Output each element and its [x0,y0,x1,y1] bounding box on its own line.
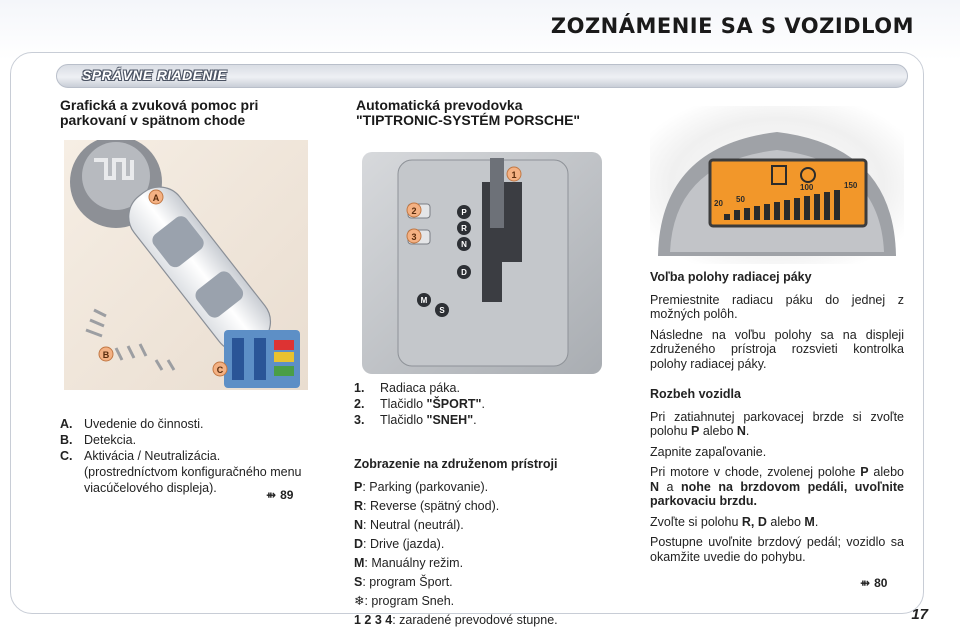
display-item: 1 2 3 4: zaradené prevodové stupne. [354,613,558,627]
arrow-icon: ⇻ [860,576,871,590]
item-text: Tlačidlo [380,413,427,427]
start-paragraph-2: Zapnite zapaľovanie. [650,444,767,459]
gate-letter-d: D [461,268,467,277]
legend-key: A. [60,417,73,431]
gate-letter-r: R [461,224,467,233]
label-1: 1 [511,170,517,180]
item-tail: . [473,413,477,427]
display-item: D: Drive (jazda). [354,537,445,551]
gearbox-parts-list [354,380,604,428]
display-item: ❄: program Sneh. [354,594,455,608]
item-bold: "SNEH" [426,413,474,427]
page-number: 17 [911,606,928,623]
selection-paragraph-2: Následne na voľbu polohy sa na displeji združeného prístroja rozsvieti kontrolka polohy radiacej páky. [650,327,904,371]
gear-selection-text [650,270,904,570]
label-2: 2 [411,206,417,216]
start-heading: Rozbeh vozidla [650,387,741,401]
item-text: Radiaca páka. [380,381,460,395]
section-title: SPRÁVNE RIADENIE [82,67,227,83]
label-c-marker [213,362,227,376]
legend-text: Detekcia. [84,433,137,447]
gate-letter-m: M [420,296,428,305]
dash-scale-100: 100 [800,183,814,192]
page-reference-89[interactable] [266,488,293,502]
item-tail: . [481,397,485,411]
instrument-display-illustration [650,106,904,264]
display-item: S: program Šport. [354,575,453,589]
legend-key: B. [60,433,73,447]
label-b: B [102,350,110,360]
item-key: 3. [354,413,365,427]
label-3: 3 [411,232,417,242]
start-paragraph-5: Postupne uvoľnite brzdový pedál; vozidlo sa okamžite uvedie do pohybu. [650,535,904,564]
gate-letter-p: P [461,208,467,217]
selection-heading: Voľba polohy radiacej páky [650,270,812,284]
legend-text: Aktivácia / Neutralizácia. [84,449,221,463]
label-b-marker [99,347,113,361]
item-key: 1. [354,381,365,395]
legend-item [60,432,310,448]
parking-aid-heading [60,98,320,128]
legend-item [60,416,310,432]
dash-scale-150: 150 [844,181,858,190]
parking-aid-heading-text: Grafická a zvuková pomoc pri parkovaní v spätnom chode [60,97,259,128]
page-reference-80[interactable] [860,576,887,590]
label-a-marker [149,190,163,204]
label-2-marker [407,203,421,217]
legend-item [60,448,310,464]
list-item [354,380,604,396]
selection-paragraph-1: Premiestnite radiacu páku do jednej z možných polôh. [650,292,904,321]
label-c: C [216,365,224,375]
display-item: P: Parking (parkovanie). [354,480,489,494]
label-a: A [152,193,160,203]
display-indications [354,444,614,631]
display-heading: Zobrazenie na združenom prístroji [354,457,558,471]
gear-selector-illustration [362,152,602,374]
display-item: N: Neutral (neutrál). [354,518,464,532]
display-item: R: Reverse (spätný chod). [354,499,500,513]
gearbox-heading-text: Automatická prevodovka "TIPTRONIC-SYSTÉM PORSCHE" [356,97,581,128]
item-key: 2. [354,397,365,411]
legend-key: C. [60,449,73,463]
ref-page-number: 89 [280,488,294,502]
ref-page-number: 80 [874,576,888,590]
start-paragraph-4: Zvoľte si polohu R, D alebo M. [650,514,819,529]
legend-text: Uvedenie do činnosti. [84,417,204,431]
arrow-icon: ⇻ [266,488,277,502]
parking-aid-illustration [64,140,308,390]
label-1-marker [507,167,521,181]
dash-scale-50: 50 [736,195,745,204]
chapter-title: ZOZNÁMENIE SA S VOZIDLOM [550,14,914,38]
gate-letter-n: N [461,240,467,249]
start-paragraph-1: Pri zatiahnutej parkovacej brzde si zvoľte polohu P alebo N. [650,409,904,438]
start-paragraph-3: Pri motore v chode, zvolenej polohe P alebo N a nohe na brzdovom pedáli, uvoľnite parkovaciu brzdu. [650,465,904,508]
gearbox-heading [356,98,596,128]
list-item [354,396,604,412]
list-item [354,412,604,428]
gear-lever [490,158,504,228]
item-bold: "ŠPORT" [426,397,482,411]
label-3-marker [407,229,421,243]
display-item: M: Manuálny režim. [354,556,464,570]
dash-scale-20: 20 [714,199,723,208]
item-text: Tlačidlo [380,397,427,411]
gate-letter-s: S [439,306,445,315]
legend-note: (prostredníctvom konfiguračného menu viacúčelového displeja). [84,465,302,495]
parking-legend [60,416,310,496]
